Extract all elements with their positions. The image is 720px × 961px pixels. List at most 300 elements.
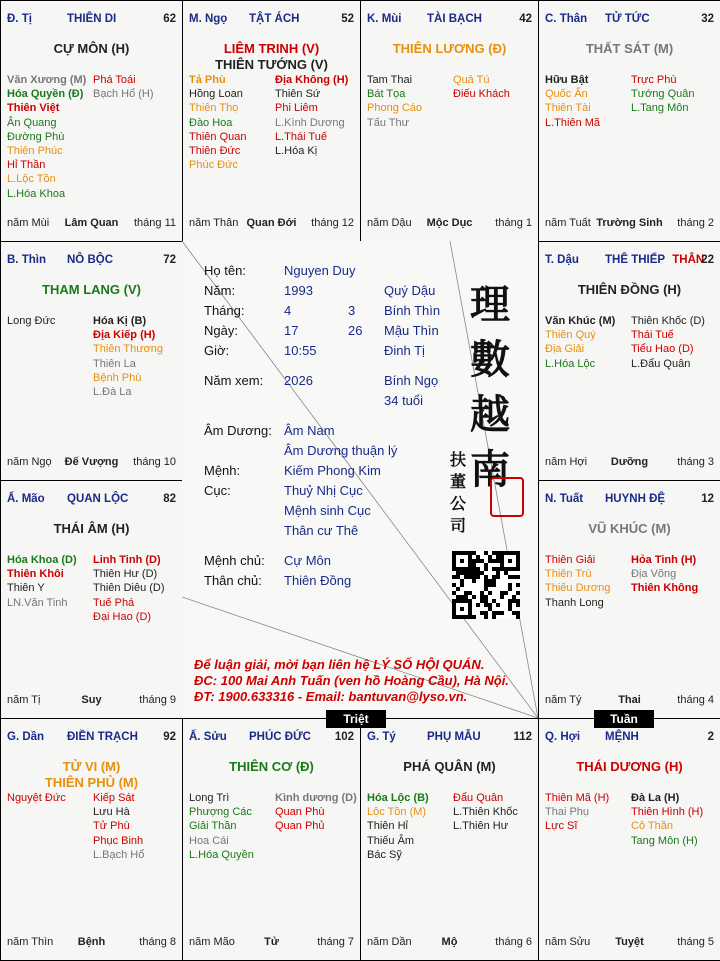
- seal-calligraphy: 南: [470, 446, 510, 493]
- palace-footer: [189, 217, 354, 231]
- palace-month: tháng 2: [677, 217, 714, 229]
- minor-star: Thiên Sứ: [275, 88, 321, 101]
- minor-stars-left: [545, 553, 610, 610]
- palace-year: năm Tuất: [545, 217, 591, 229]
- palace-branch: Ấ. Mão: [7, 493, 45, 505]
- palace-month: tháng 12: [311, 217, 354, 229]
- palace-branch: Đ. Tị: [7, 13, 32, 25]
- minor-star: L.Thiên Hư: [453, 820, 509, 833]
- minor-stars-right: [631, 73, 695, 116]
- palace-stage: Suy: [81, 694, 102, 706]
- view-year-lunar: Bính Ngọ: [384, 373, 439, 388]
- palace-month: tháng 4: [677, 694, 714, 706]
- minor-stars-left: [545, 73, 600, 130]
- minor-star: L.Hóa Kị: [275, 144, 318, 157]
- palace-mui: [360, 0, 539, 242]
- palace-branch: B. Thìn: [7, 254, 46, 266]
- minor-stars-left: [189, 791, 254, 862]
- main-stars: [183, 759, 360, 775]
- palace-name: MỆNH: [605, 731, 639, 743]
- palace-number: 42: [519, 13, 532, 25]
- than-chu-label: Thân chủ:: [204, 573, 262, 588]
- minor-star: Hóa Khoa (D): [7, 554, 77, 566]
- minor-star: L.Hóa Lộc: [545, 357, 596, 370]
- minor-star: Đẩu Quân: [453, 792, 504, 804]
- minor-star: Thiên Giải: [545, 554, 596, 566]
- palace-name: HUYNH ĐỆ: [605, 493, 666, 505]
- minor-star: L.Thiên Khốc: [453, 806, 518, 819]
- minor-star: L.Đà La: [93, 385, 132, 398]
- palace-ngo: [182, 0, 361, 242]
- main-stars: [1, 282, 182, 298]
- palace-number: 92: [163, 731, 176, 743]
- palace-header: [7, 254, 176, 266]
- main-stars: [539, 521, 720, 537]
- minor-star: Đại Hao (D): [93, 610, 152, 623]
- minor-stars-right: [93, 791, 144, 862]
- month-label: Tháng:: [204, 303, 245, 318]
- main-star: TỬ VI (M): [62, 759, 121, 774]
- palace-header: [7, 731, 176, 743]
- minor-star: Thiếu Dương: [545, 582, 611, 595]
- day-lunar-num: 26: [348, 323, 363, 338]
- minor-star: LN.Văn Tinh: [7, 596, 68, 609]
- palace-header: [189, 13, 354, 25]
- month-lunar-num: 3: [348, 303, 356, 318]
- cuc-label: Cục:: [204, 483, 231, 498]
- minor-stars-right: [93, 553, 165, 624]
- view-year-label: Năm xem:: [204, 373, 264, 388]
- minor-star: Đào Hoa: [189, 116, 233, 129]
- palace-branch: C. Thân: [545, 13, 588, 25]
- menh-chu: Cự Môn: [284, 553, 331, 568]
- palace-footer: [7, 936, 176, 950]
- palace-stage: Tuyệt: [615, 936, 644, 948]
- minor-star: Linh Tinh (D): [93, 554, 161, 566]
- palace-header: [367, 731, 532, 743]
- minor-star: Thiên Phúc: [7, 144, 63, 157]
- minor-stars-left: [545, 314, 615, 371]
- palace-stage: Mộc Dục: [426, 217, 473, 229]
- palace-mao: [0, 480, 183, 719]
- minor-star: L.Thiên Mã: [545, 116, 601, 129]
- minor-star: L.Hóa Quyền: [189, 848, 254, 861]
- minor-star: Thai Phụ: [545, 806, 590, 819]
- palace-header: [7, 13, 176, 25]
- palace-month: tháng 5: [677, 936, 714, 948]
- seal-small-char: 董: [450, 472, 467, 491]
- palace-month: tháng 8: [139, 936, 176, 948]
- minor-star: Quốc Ấn: [545, 88, 588, 101]
- minor-star: Quan Phù: [275, 806, 325, 819]
- minor-star: Văn Xương (M): [7, 74, 87, 86]
- minor-star: Phi Liêm: [275, 102, 318, 115]
- seal-calligraphy: 理: [470, 281, 510, 328]
- minor-star: Thiên Khôi: [7, 568, 64, 581]
- minor-star: Hỉ Thần: [7, 159, 46, 172]
- palace-footer: [367, 217, 532, 231]
- palace-year: năm Tý: [545, 694, 582, 706]
- palace-year: năm Sửu: [545, 936, 591, 948]
- minor-star: Thiên Y: [7, 582, 45, 595]
- palace-branch: K. Mùi: [367, 13, 402, 25]
- palace-name: ĐIỀN TRẠCH: [67, 731, 138, 743]
- minor-star: L.Lộc Tồn: [7, 173, 56, 186]
- than-location: Thân cư Thê: [284, 523, 359, 538]
- hour-label: Giờ:: [204, 343, 230, 358]
- minor-star: Bệnh Phù: [93, 371, 142, 384]
- minor-star: Tử Phù: [93, 820, 130, 833]
- month-solar: 4: [284, 303, 292, 318]
- main-stars: [361, 41, 538, 57]
- minor-star: L.Kình Dương: [275, 116, 345, 129]
- main-stars: [539, 282, 720, 298]
- minor-star: Điếu Khách: [453, 88, 510, 101]
- minor-star: Thiên Diêu (D): [93, 582, 165, 595]
- contact-line: ĐC: 100 Mai Anh Tuấn (ven hồ Hoàng Cầu), Hà Nội.: [194, 673, 509, 688]
- minor-star: Giải Thần: [189, 820, 237, 833]
- minor-star: Thiên Không: [631, 582, 699, 595]
- minor-stars-right: [93, 73, 154, 101]
- main-star: LIÊM TRINH (V): [223, 41, 320, 56]
- yinyang-relation: Âm Dương thuận lý: [284, 443, 398, 458]
- palace-branch: N. Tuất: [545, 493, 584, 505]
- minor-star: Tiểu Hao (D): [631, 343, 694, 356]
- palace-name: THIÊN DI: [67, 13, 117, 25]
- palace-stage: Đế Vượng: [64, 456, 119, 468]
- palace-month: tháng 7: [317, 936, 354, 948]
- minor-star: Đường Phù: [7, 130, 65, 143]
- day-solar: 17: [284, 323, 299, 338]
- minor-star: Thiên Quý: [545, 329, 596, 342]
- minor-star: Thiên Mã (H): [545, 792, 610, 804]
- main-star: THẤT SÁT (M): [585, 41, 674, 56]
- minor-star: L.Thái Tuế: [275, 130, 327, 143]
- minor-star: Thiên Thương: [93, 343, 164, 356]
- palace-branch: T. Dậu: [545, 254, 579, 266]
- minor-star: Hồng Loan: [189, 88, 243, 101]
- minor-star: Lưu Hà: [93, 806, 130, 819]
- palace-header: [367, 13, 532, 25]
- minor-star: Bác Sỹ: [367, 848, 402, 861]
- main-star: THIÊN ĐỒNG (H): [577, 282, 682, 297]
- minor-stars-right: [275, 791, 357, 834]
- minor-stars-right: [93, 314, 163, 399]
- minor-star: Tang Môn (H): [631, 834, 698, 847]
- main-stars: [1, 759, 182, 791]
- palace-footer: [545, 456, 714, 470]
- minor-star: Tuế Phá: [93, 596, 135, 609]
- than-chu: Thiên Đồng: [284, 573, 352, 588]
- palace-hoi: [538, 718, 720, 961]
- tag-tuan: Tuần: [594, 710, 654, 728]
- seal-calligraphy: 數: [470, 336, 510, 383]
- yinyang-label: Âm Dương:: [204, 423, 272, 438]
- center-info-panel: [182, 241, 538, 718]
- minor-stars-right: [275, 73, 348, 158]
- palace-footer: [7, 217, 176, 231]
- cuc: Thuỷ Nhị Cục: [284, 483, 363, 498]
- main-star: THÁI ÂM (H): [53, 521, 130, 536]
- palace-footer: [7, 456, 176, 470]
- main-star: PHÁ QUÂN (M): [403, 759, 496, 774]
- minor-star: Thiên Thọ: [189, 102, 239, 115]
- palace-footer: [367, 936, 532, 950]
- palace-stage: Thai: [618, 694, 641, 706]
- minor-star: L.Bạch Hổ: [93, 848, 145, 861]
- minor-star: Thiên Việt: [7, 102, 60, 115]
- palace-month: tháng 6: [495, 936, 532, 948]
- minor-stars-left: [7, 73, 86, 201]
- minor-star: Văn Khúc (M): [545, 315, 616, 327]
- palace-header: [189, 731, 354, 743]
- minor-star: Quả Tú: [453, 74, 490, 86]
- minor-stars-left: [545, 791, 609, 834]
- minor-star: Tam Thai: [367, 74, 413, 86]
- body-palace-tag: THÂN: [669, 254, 705, 266]
- view-year: 2026: [284, 373, 313, 388]
- minor-star: Tướng Quân: [631, 88, 695, 101]
- palace-month: tháng 10: [133, 456, 176, 468]
- palace-footer: [545, 694, 714, 708]
- minor-star: Thái Tuế: [631, 329, 674, 342]
- palace-branch: Q. Hợi: [545, 731, 581, 743]
- minor-star: Thiên Quan: [189, 130, 247, 143]
- minor-stars-left: [367, 791, 429, 862]
- minor-star: Ân Quang: [7, 116, 57, 129]
- minor-stars-left: [189, 73, 246, 172]
- palace-header: [7, 493, 176, 505]
- palace-stage: Mộ: [441, 936, 458, 948]
- menh-element: Kiếm Phong Kim: [284, 463, 381, 478]
- minor-star: Phục Binh: [93, 834, 144, 847]
- palace-name: TỬ TỨC: [605, 13, 650, 25]
- day-lunar: Mậu Thìn: [384, 323, 439, 338]
- palace-branch: G. Dần: [7, 731, 45, 743]
- palace-stage: Tử: [264, 936, 279, 948]
- minor-star: Thiên Tài: [545, 102, 591, 115]
- palace-name: PHỤ MẪU: [427, 731, 481, 743]
- palace-branch: Ấ. Sửu: [189, 731, 227, 743]
- hour-lunar: Đinh Tị: [384, 343, 425, 358]
- palace-dau: [538, 241, 720, 481]
- palace-stage: Lâm Quan: [64, 217, 119, 229]
- main-star: THÁI DƯƠNG (H): [576, 759, 683, 774]
- seal-small-char: 司: [450, 516, 467, 535]
- palace-name: NÔ BỘC: [67, 254, 113, 266]
- palace-year: năm Thân: [189, 217, 239, 229]
- minor-star: Bạch Hổ (H): [93, 88, 154, 101]
- palace-name: TÀI BẠCH: [427, 13, 482, 25]
- minor-star: Thiên Đức: [189, 144, 241, 157]
- main-star: CỰ MÔN (H): [53, 41, 130, 56]
- palace-header: [545, 254, 714, 266]
- palace-footer: [545, 217, 714, 231]
- minor-star: Kiếp Sát: [93, 792, 135, 804]
- minor-stars-right: [631, 553, 698, 596]
- minor-star: Thiếu Âm: [367, 834, 415, 847]
- minor-star: Địa Võng: [631, 568, 677, 581]
- minor-star: Phúc Đức: [189, 159, 238, 172]
- minor-star: L.Đẩu Quân: [631, 357, 691, 370]
- minor-star: Địa Giải: [545, 343, 585, 356]
- palace-number: 72: [163, 254, 176, 266]
- minor-stars-right: [631, 314, 705, 371]
- palace-footer: [7, 694, 176, 708]
- minor-stars-left: [7, 314, 55, 328]
- palace-name: TẬT ÁCH: [249, 13, 300, 25]
- birth-hour: 10:55: [284, 343, 317, 358]
- qr-code-icon: [452, 551, 520, 619]
- palace-stage: Trường Sinh: [596, 217, 663, 229]
- seal-calligraphy: 越: [470, 391, 510, 438]
- minor-star: Hỏa Tinh (H): [631, 554, 697, 566]
- minor-star: Nguyệt Đức: [7, 792, 66, 804]
- palace-number: 2: [707, 731, 714, 743]
- main-stars: [539, 41, 720, 57]
- palace-suu: [182, 718, 361, 961]
- palace-header: [545, 493, 714, 505]
- minor-star: Lực Sĩ: [545, 820, 578, 833]
- contact-line: ĐT: 1900.633316 - Email: bantuvan@lyso.vn.: [194, 689, 468, 704]
- palace-year: năm Hợi: [545, 456, 588, 468]
- minor-star: Long Trì: [189, 792, 230, 804]
- minor-star: L.Tang Môn: [631, 102, 689, 115]
- palace-number: 32: [701, 13, 714, 25]
- palace-month: tháng 1: [495, 217, 532, 229]
- palace-number: 62: [163, 13, 176, 25]
- minor-star: Cô Thần: [631, 820, 673, 833]
- palace-branch: G. Tý: [367, 731, 396, 743]
- main-star: THIÊN TƯỚNG (V): [215, 57, 328, 72]
- seal-small-char: 公: [450, 494, 467, 513]
- minor-star: Hữu Bật: [545, 74, 589, 86]
- palace-stage: Dưỡng: [610, 456, 649, 468]
- main-star: THAM LANG (V): [42, 282, 141, 297]
- menh-label: Mệnh:: [204, 463, 241, 478]
- palace-year: năm Dần: [367, 936, 412, 948]
- minor-star: Quan Phủ: [275, 820, 325, 833]
- tag-triet: Triệt: [326, 710, 386, 728]
- minor-star: Đà La (H): [631, 792, 680, 804]
- year-label: Năm:: [204, 283, 236, 298]
- minor-star: Thiên Khốc (D): [631, 315, 705, 327]
- palace-dan: [0, 718, 183, 961]
- palace-year: năm Ngọ: [7, 456, 52, 468]
- palace-number: 82: [163, 493, 176, 505]
- palace-footer: [545, 936, 714, 950]
- palace-number: 22: [701, 254, 714, 266]
- minor-stars-left: [367, 73, 422, 130]
- year-solar: 1993: [284, 283, 313, 298]
- day-label: Ngày:: [204, 323, 238, 338]
- yinyang: Âm Nam: [284, 423, 335, 438]
- main-stars: [539, 759, 720, 775]
- seal-small-char: 扶: [450, 450, 467, 469]
- minor-star: Hóa Lộc (B): [367, 792, 429, 804]
- palace-ti: [0, 0, 183, 242]
- palace-year: năm Thìn: [7, 936, 54, 948]
- minor-star: Trực Phù: [631, 74, 677, 86]
- palace-name: THÊ THIẾP THÂN: [605, 254, 705, 266]
- red-seal-stamp: [490, 477, 524, 517]
- minor-star: Long Đức: [7, 315, 56, 327]
- minor-star: L.Hóa Khoa: [7, 187, 66, 200]
- minor-star: Bát Tọa: [367, 88, 406, 101]
- minor-star: Thiên Hình (H): [631, 806, 704, 819]
- minor-star: Thiên Trù: [545, 568, 592, 581]
- owner-name: Nguyen Duy: [284, 263, 356, 278]
- palace-number: 102: [334, 731, 354, 743]
- minor-stars-right: [453, 73, 510, 101]
- contact-line: Để luận giải, mời bạn liên hệ LÝ SỐ HỘI QUÁN.: [194, 657, 485, 672]
- name-label: Họ tên:: [204, 263, 246, 278]
- minor-star: Phong Cáo: [367, 102, 423, 115]
- palace-year: năm Mão: [189, 936, 235, 948]
- minor-star: Lộc Tồn (M): [367, 806, 427, 819]
- minor-star: Thiên Hư (D): [93, 568, 158, 581]
- minor-star: Tấu Thư: [367, 116, 410, 129]
- year-lunar: Quý Dậu: [384, 283, 436, 298]
- menh-chu-label: Mệnh chủ:: [204, 553, 265, 568]
- minor-stars-right: [453, 791, 518, 834]
- main-star: THIÊN PHỦ (M): [44, 775, 139, 790]
- palace-year: năm Tị: [7, 694, 41, 706]
- minor-star: Kình dương (D): [275, 792, 357, 804]
- palace-month: tháng 3: [677, 456, 714, 468]
- palace-month: tháng 11: [133, 217, 176, 229]
- age: 34 tuổi: [384, 393, 424, 408]
- main-stars: [1, 41, 182, 57]
- palace-name: PHÚC ĐỨC: [249, 731, 311, 743]
- minor-stars-right: [631, 791, 703, 848]
- palace-footer: [189, 936, 354, 950]
- minor-star: Phá Toái: [93, 74, 136, 86]
- minor-stars-left: [7, 791, 66, 805]
- palace-month: tháng 9: [139, 694, 176, 706]
- palace-thin: [0, 241, 183, 481]
- palace-stage: Bệnh: [77, 936, 106, 948]
- palace-year: năm Mùi: [7, 217, 50, 229]
- minor-star: Thanh Long: [545, 596, 604, 609]
- palace-stage: Quan Đới: [246, 217, 297, 229]
- main-stars: [1, 521, 182, 537]
- palace-than: [538, 0, 720, 242]
- minor-star: Hoa Cái: [189, 834, 229, 847]
- main-star: THIÊN LƯƠNG (Đ): [392, 41, 507, 56]
- main-star: THIÊN CƠ (Đ): [229, 759, 314, 774]
- main-stars: [361, 759, 538, 775]
- palace-number: 52: [341, 13, 354, 25]
- palace-tuat: [538, 480, 720, 719]
- palace-number: 112: [513, 731, 532, 743]
- main-stars: [183, 41, 360, 73]
- palace-number: 12: [701, 493, 714, 505]
- palace-branch: M. Ngọ: [189, 13, 228, 25]
- minor-star: Thiên La: [93, 357, 136, 370]
- minor-star: Địa Không (H): [275, 74, 349, 86]
- minor-star: Tả Phù: [189, 74, 226, 86]
- minor-star: Hóa Kị (B): [93, 315, 147, 327]
- palace-ty: [360, 718, 539, 961]
- minor-star: Địa Kiếp (H): [93, 329, 156, 342]
- minor-star: Hóa Quyền (Đ): [7, 88, 84, 101]
- palace-year: năm Dậu: [367, 217, 412, 229]
- main-star: VŨ KHÚC (M): [588, 521, 671, 536]
- palace-header: [545, 731, 714, 743]
- palace-header: [545, 13, 714, 25]
- minor-star: Phượng Các: [189, 806, 252, 819]
